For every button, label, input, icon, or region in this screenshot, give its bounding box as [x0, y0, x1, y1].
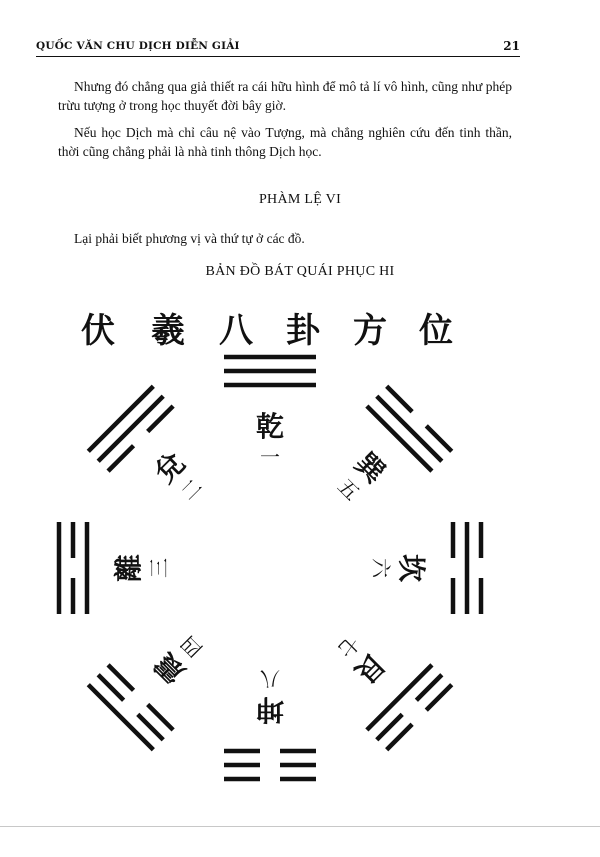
yang-line [57, 522, 62, 614]
heading-char: 羲 [151, 311, 185, 351]
heading-char: 伏 [81, 311, 115, 351]
yang-line [85, 522, 90, 614]
heading-char: 八 [219, 311, 253, 351]
diagram-heading [81, 311, 453, 351]
trigram-name: 震 [148, 646, 192, 690]
heading-char: 位 [419, 311, 453, 351]
body-paragraph-2: Nếu học Dịch mà chỉ câu nệ vào Tượng, mà chẳng nghiên cứu đến tinh thần, thời cũng chẳng phải là nhà tinh thông Dịch học. [58, 125, 512, 159]
body-paragraph-1: Nhưng đó chẳng qua giả thiết ra cái hữu hình để mô tả lí vô hình, cũng như phép trừu tượng ở trong học thuyết đời bây giờ. [58, 79, 512, 113]
yin-line-segment [224, 749, 260, 754]
yang-line [87, 385, 155, 453]
trigram-label-3 [112, 554, 171, 582]
trigram-labels [112, 410, 428, 726]
trigram-label-8 [256, 667, 284, 726]
trigram-number: 四 [175, 630, 208, 663]
section-heading: PHÀM LỆ VI [258, 192, 342, 207]
trigram-name: 坤 [255, 693, 285, 726]
trigram-1 [224, 355, 316, 388]
trigram-number: 二 [175, 473, 208, 506]
yang-line [97, 395, 165, 463]
page-bottom-rule [0, 826, 600, 827]
trigram-label-4 [148, 628, 210, 690]
yin-line-segment [71, 578, 76, 614]
yin-line-segment [280, 763, 316, 768]
yin-line-segment [224, 763, 260, 768]
trigram-number: 五 [332, 473, 365, 506]
trigram-name: 兌 [148, 446, 192, 490]
yin-line-segment [280, 777, 316, 782]
heading-char: 卦 [286, 311, 320, 351]
trigram-number: 六 [369, 558, 393, 578]
trigram-label-1 [256, 410, 284, 469]
trigram-label-7 [330, 628, 392, 690]
trigram-label-2 [148, 446, 210, 508]
trigram-name: 乾 [255, 410, 285, 443]
yang-line [224, 383, 316, 388]
yin-line-segment [280, 749, 316, 754]
heading-char: 方 [353, 311, 387, 351]
trigram-6 [451, 522, 484, 614]
yin-line-segment [451, 578, 456, 614]
trigram-name: 離 [112, 553, 145, 583]
trigram-3 [57, 522, 90, 614]
yin-line-segment [451, 522, 456, 558]
yang-line [224, 369, 316, 374]
yin-line-segment [71, 522, 76, 558]
running-title: QUỐC VĂN CHU DỊCH DIỄN GIẢI [36, 40, 240, 52]
trigram-name: 艮 [348, 646, 392, 690]
diagram-title: BẢN ĐỒ BÁT QUÁI PHỤC HI [205, 264, 395, 279]
yang-line [375, 395, 443, 463]
trigram-number: 三 [147, 558, 171, 578]
trigram-name: 巽 [348, 446, 392, 490]
trigram-number: 八 [260, 667, 280, 691]
trigram-number: 七 [332, 630, 365, 663]
trigram-name: 坎 [395, 553, 428, 583]
trigram-label-5 [330, 446, 392, 508]
trigram-number: 一 [260, 445, 280, 469]
trigram-8 [224, 749, 316, 782]
yin-line-segment [479, 522, 484, 558]
yang-line [465, 522, 470, 614]
page-number: 21 [503, 39, 520, 53]
yang-line [87, 683, 155, 751]
section-paragraph: Lại phải biết phương vị và thứ tự ở các đồ. [74, 231, 305, 246]
yin-line-segment [479, 578, 484, 614]
yang-line [224, 355, 316, 360]
trigram-label-6 [369, 554, 428, 582]
yin-line-segment [224, 777, 260, 782]
